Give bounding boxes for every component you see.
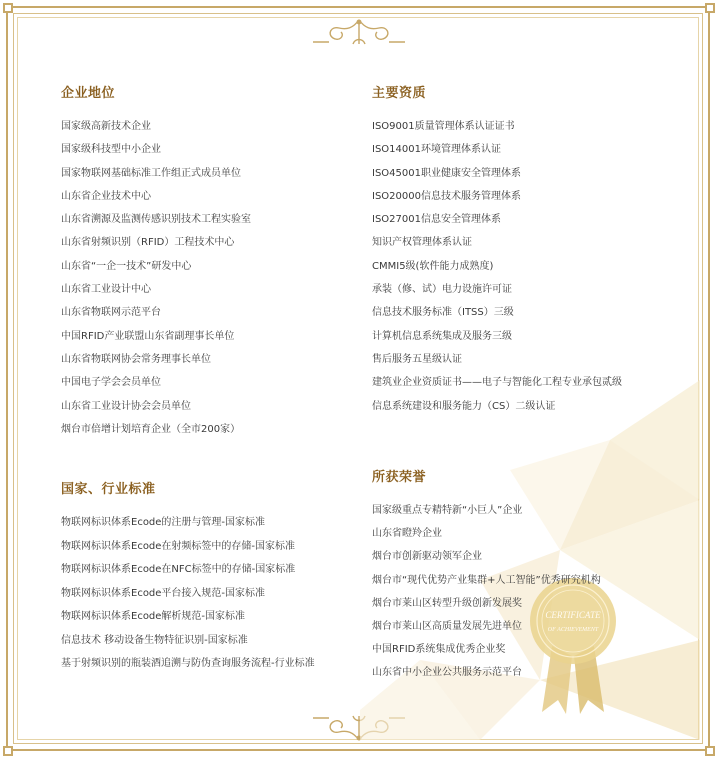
list-item: 承装（修、试）电力设施许可证 [372,284,512,296]
list-item: 信息技术服务标准（ITSS）三级 [372,307,514,319]
list-item: 物联网标识体系Ecode平台接入规范-国家标准 [61,587,266,599]
list-item: 烟台市“现代优势产业集群+人工智能”优秀研究机构 [372,574,601,586]
list-item: 国家级高新技术企业 [61,121,151,132]
list-item: 售后服务五星级认证 [372,353,462,365]
standards-list [61,511,315,676]
qualifications-section [372,82,622,418]
list-item: 山东省溯源及监测传感识别技术工程实验室 [61,214,251,226]
list-item: CMMI5级(软件能力成熟度) [372,260,494,272]
honors-heading: 所获荣誉 [372,470,427,485]
list-item: 国家级科技型中小企业 [61,144,161,156]
list-item: 山东省射频识别（RFID）工程技术中心 [61,237,235,249]
list-item: ISO45001职业健康安全管理体系 [372,167,521,179]
seal-line2: OF ACHIEVEMENT [547,627,599,633]
list-item: 建筑业企业资质证书——电子与智能化工程专业承包贰级 [372,377,622,389]
list-item: 烟台市创新驱动领军企业 [372,551,482,563]
list-item: 基于射频识别的瓶装酒追溯与防伪查询服务流程-行业标准 [61,658,315,669]
corner-ornament [3,3,13,13]
list-item: 烟台市倍增计划培育企业（全市200家） [61,423,241,435]
list-item: 山东省企业技术中心 [61,190,151,202]
qualifications-heading: 主要资质 [372,86,427,101]
list-item: ISO27001信息安全管理体系 [372,214,501,226]
corner-ornament [705,746,715,756]
list-item: 山东省中小企业公共服务示范平台 [372,667,522,679]
list-item: 山东省瞪羚企业 [372,528,442,540]
list-item: 山东省“一企一技术”研发中心 [61,260,192,272]
list-item: 计算机信息系统集成及服务三级 [372,330,512,342]
list-item: ISO20000信息技术服务管理体系 [372,190,521,202]
list-item: 山东省工业设计中心 [61,284,151,296]
list-item: 物联网标识体系Ecode在射频标签中的存储-国家标准 [61,540,296,552]
list-item: 物联网标识体系Ecode解析规范-国家标准 [61,611,246,622]
position-list [61,115,251,441]
list-item: 烟台市莱山区高质量发展先进单位 [372,620,522,632]
list-item: ISO9001质量管理体系认证证书 [372,121,515,132]
list-item: 国家级重点专精特新“小巨人”企业 [372,505,523,516]
list-item: 烟台市莱山区转型升级创新发展奖 [372,597,522,609]
list-item: 山东省物联网示范平台 [61,307,161,319]
position-section [61,82,251,441]
standards-section [61,478,315,676]
position-heading: 企业地位 [61,86,116,101]
list-item: 物联网标识体系Ecode在NFC标签中的存储-国家标准 [61,564,296,575]
standards-heading: 国家、行业标准 [61,482,156,497]
honors-section [372,466,601,685]
list-item: 国家物联网基础标准工作组正式成员单位 [61,167,241,179]
list-item: 山东省物联网协会常务理事长单位 [61,353,211,365]
list-item: ISO14001环境管理体系认证 [372,144,501,156]
list-item: 知识产权管理体系认证 [372,237,472,249]
honors-list [372,499,601,685]
corner-ornament [3,746,13,756]
list-item: 物联网标识体系Ecode的注册与管理-国家标准 [61,517,266,528]
corner-ornament [705,3,715,13]
top-flourish-ornament [309,14,409,54]
list-item: 中国电子学会会员单位 [61,377,161,389]
seal-line1: CERTIFICATE [545,610,601,620]
list-item: 中国RFID系统集成优秀企业奖 [372,644,506,656]
list-item: 信息系统建设和服务能力（CS）二级认证 [372,400,556,412]
qualifications-list [372,115,622,418]
list-item: 信息技术 移动设备生物特征识别-国家标准 [61,634,248,646]
list-item: 山东省工业设计协会会员单位 [61,400,191,412]
list-item: 中国RFID产业联盟山东省副理事长单位 [61,330,235,342]
